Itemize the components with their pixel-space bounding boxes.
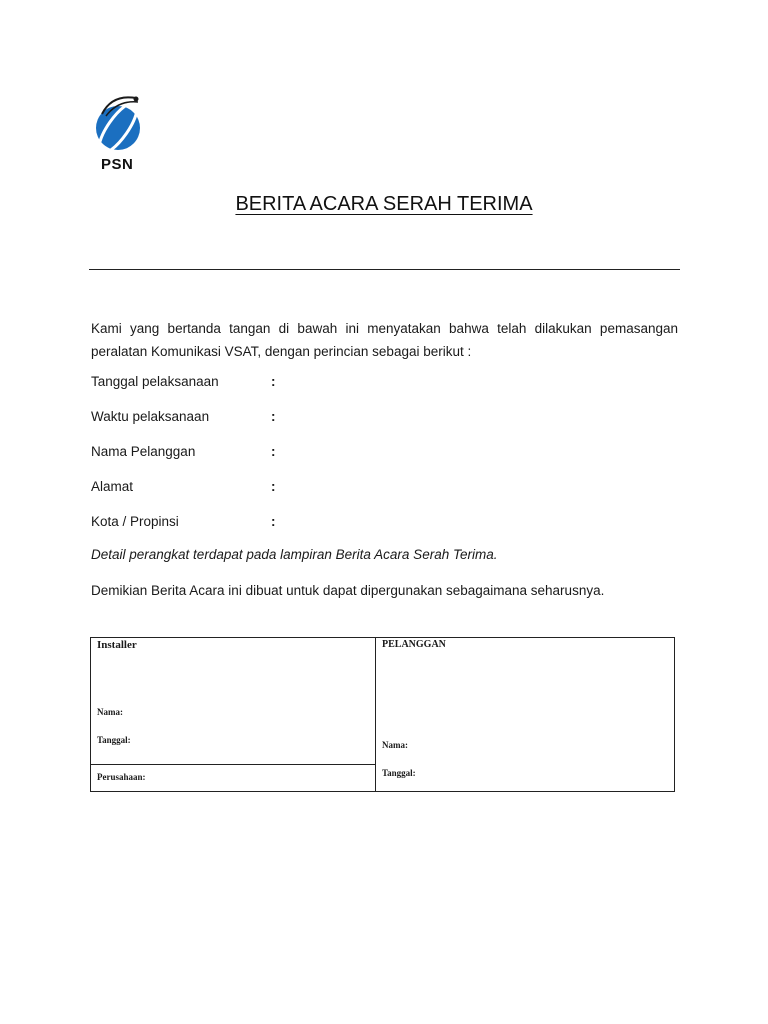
field-label: Alamat bbox=[91, 479, 134, 494]
customer-name-label: Nama: bbox=[382, 740, 408, 750]
field-colon: : bbox=[271, 374, 276, 389]
intro-paragraph: Kami yang bertanda tangan di bawah ini menyatakan bahwa telah dilakukan pemasangan peralatan Komunikasi VSAT, dengan perincian sebagai berikut : bbox=[91, 321, 678, 359]
table-divider bbox=[375, 638, 376, 791]
installer-date-label: Tanggal: bbox=[97, 735, 131, 745]
detail-note: Detail perangkat terdapat pada lampiran Berita Acara Serah Terima. bbox=[91, 547, 498, 562]
psn-logo-text: PSN bbox=[101, 156, 134, 173]
installer-name-label: Nama: bbox=[97, 707, 123, 717]
installer-company-label: Perusahaan: bbox=[97, 772, 146, 782]
psn-logo bbox=[92, 94, 148, 174]
closing-statement: Demikian Berita Acara ini dibuat untuk dapat dipergunakan sebagaimana seharusnya. bbox=[91, 583, 605, 598]
field-colon: : bbox=[271, 409, 276, 424]
field-label: Waktu pelaksanaan bbox=[91, 409, 210, 424]
field-label: Kota / Propinsi bbox=[91, 514, 179, 529]
table-row-divider bbox=[91, 764, 375, 765]
horizontal-rule bbox=[89, 269, 680, 270]
document-title: BERITA ACARA SERAH TERIMA bbox=[235, 193, 533, 215]
customer-date-label: Tanggal: bbox=[382, 768, 416, 778]
psn-globe-icon bbox=[92, 94, 148, 158]
field-colon: : bbox=[271, 444, 276, 459]
field-colon: : bbox=[271, 479, 276, 494]
signature-table bbox=[90, 637, 675, 792]
field-label: Tanggal pelaksanaan bbox=[91, 374, 219, 389]
field-label: Nama Pelanggan bbox=[91, 444, 196, 459]
installer-header: Installer bbox=[97, 639, 137, 651]
customer-header: PELANGGAN bbox=[382, 639, 446, 650]
field-colon: : bbox=[271, 514, 276, 529]
